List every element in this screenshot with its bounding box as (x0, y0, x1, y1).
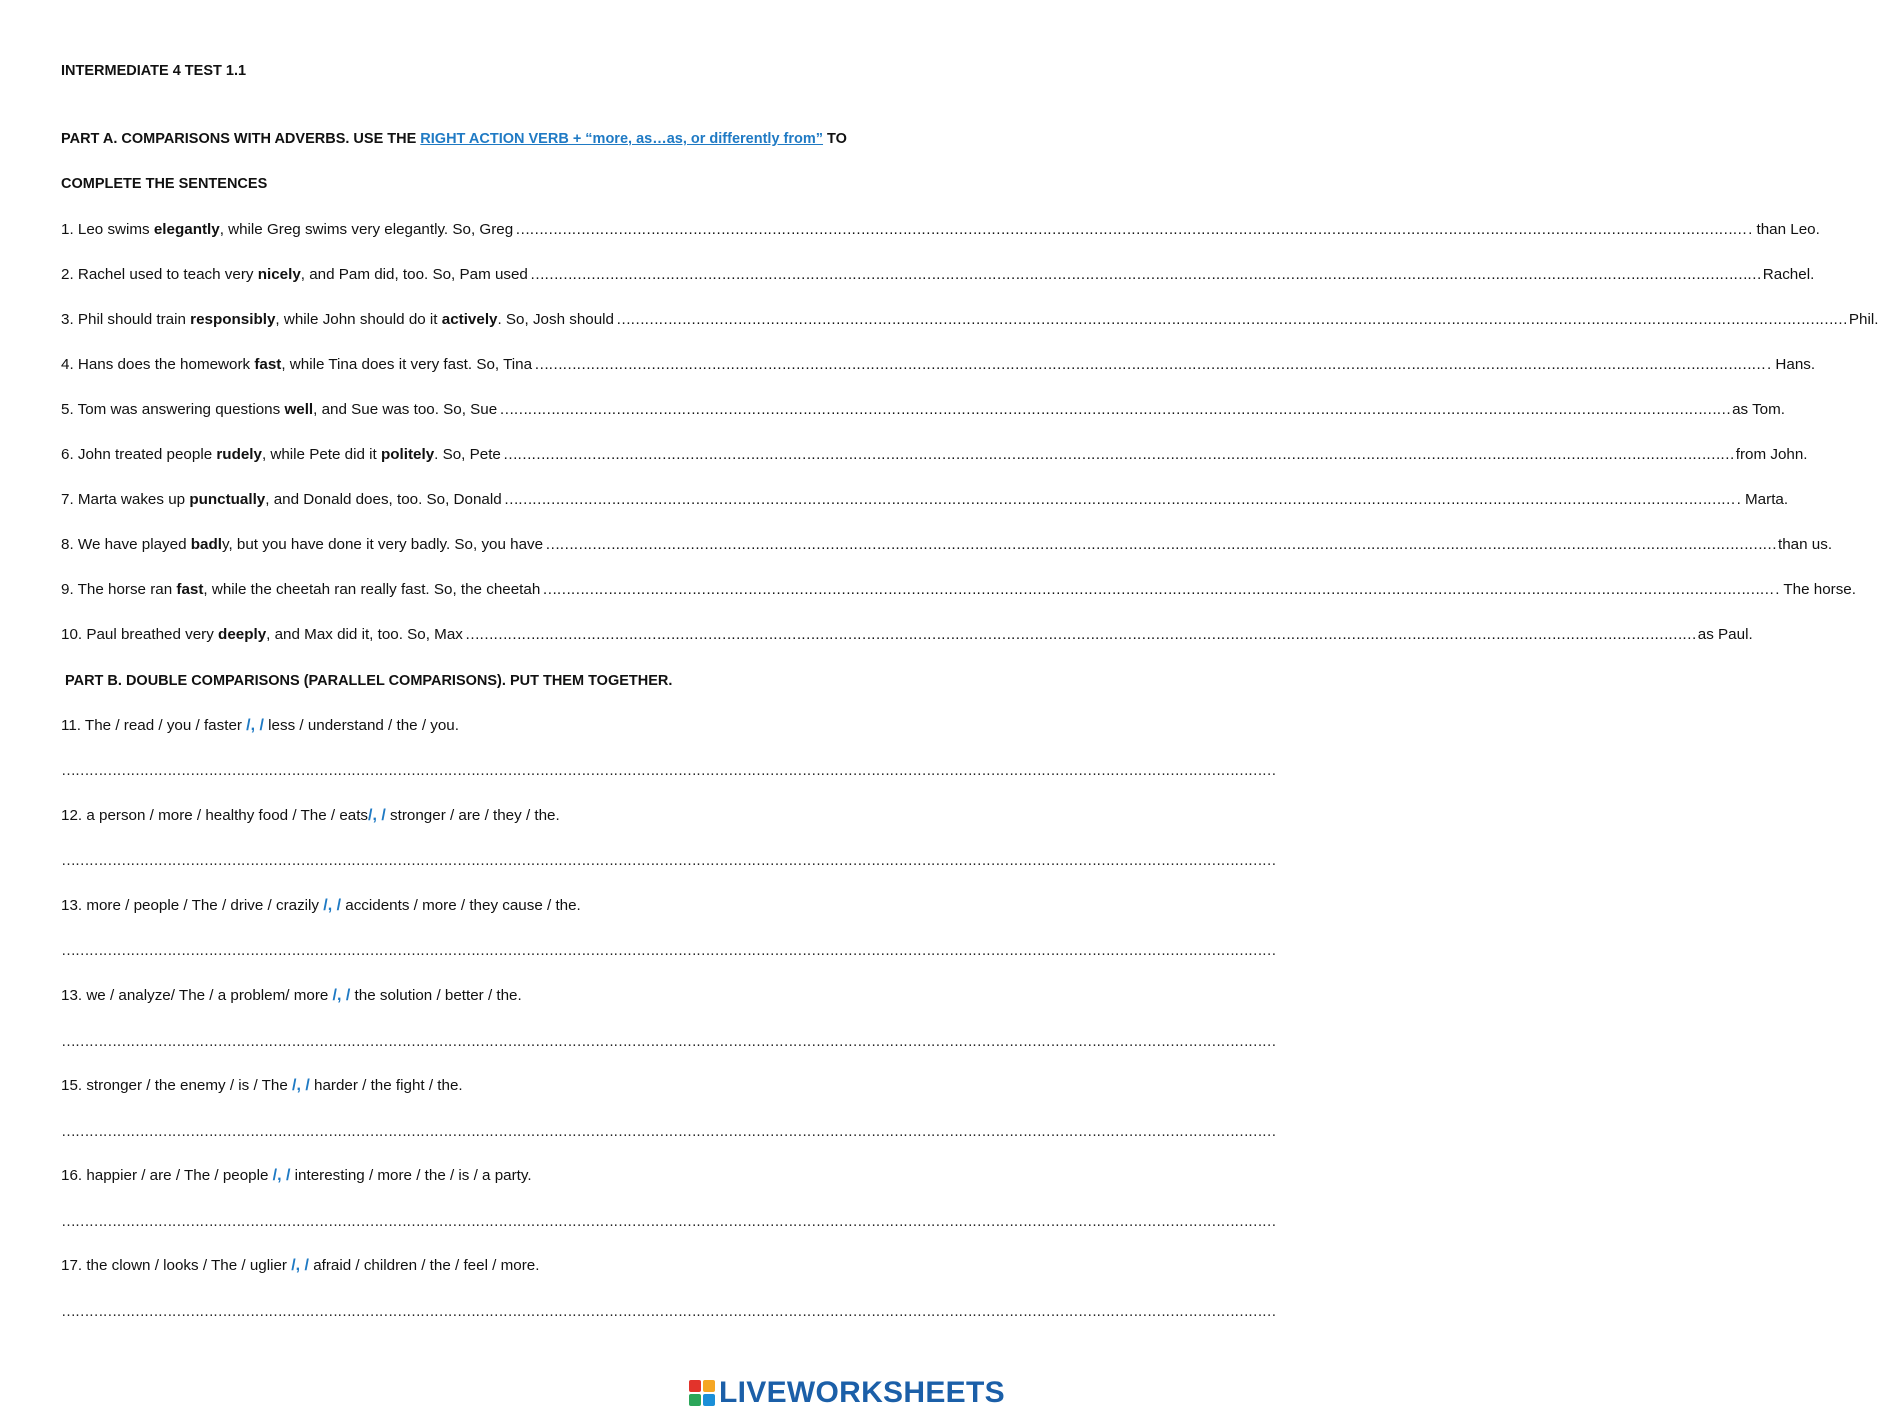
answer-line-12[interactable]: ………………………………………………………………………………………………………………………………………………………………………………………………………………………………………… (61, 852, 1276, 869)
separator: /, / (323, 897, 342, 914)
question-7: 7. Marta wakes up punctually, and Donald does, too. So, Donald ………………………………………………………………………………………………………………………………………………………………………………………………………………………………………… . Marta. (61, 491, 1789, 508)
answer-blank[interactable]: ………………………………………………………………………………………………………………………………………………………………………………………………………………………………………… (499, 401, 1731, 418)
separator: /, / (291, 1257, 309, 1274)
question-11: 11. The / read / you / faster /, / less / understand / the / you. (61, 717, 459, 734)
question-13b: 13. we / analyze/ The / a problem/ more /, / the solution / better / the. (61, 987, 522, 1004)
worksheet-title: INTERMEDIATE 4 TEST 1.1 (61, 63, 247, 79)
answer-line-15[interactable]: ………………………………………………………………………………………………………………………………………………………………………………………………………………………………………… (61, 1123, 1276, 1140)
question-13a: 13. more / people / The / drive / crazily /, / accidents / more / they cause / the. (61, 897, 581, 914)
question-15: 15. stronger / the enemy / is / The /, / harder / the fight / the. (61, 1077, 463, 1094)
question-4: 4. Hans does the homework fast, while Tina does it very fast. So, Tina ………………………………………………………………………………………………………………………………………………………………………………………………………………………………………… . Hans. (61, 356, 1816, 373)
question-17: 17. the clown / looks / The / uglier /, / afraid / children / the / feel / more. (61, 1257, 540, 1274)
part-a-header-prefix: PART A. COMPARISONS WITH ADVERBS. USE THE (61, 131, 421, 147)
question-5: 5. Tom was answering questions well, and Sue was too. So, Sue ………………………………………………………………………………………………………………………………………………………………………………………………………………………………………… as Tom. (61, 401, 1786, 418)
question-1: 1. Leo swims elegantly, while Greg swims very elegantly. So, Greg ………………………………………………………………………………………………………………………………………………………………………………………………………………………………………… . than Leo. (61, 221, 1820, 238)
answer-blank[interactable]: ………………………………………………………………………………………………………………………………………………………………………………………………………………………………………… (464, 626, 1696, 643)
answer-line-17[interactable]: ………………………………………………………………………………………………………………………………………………………………………………………………………………………………………… (61, 1303, 1276, 1320)
question-3: 3. Phil should train responsibly, while John should do it actively. So, Josh should ………………………………………………………………………………………………………………………………………………………………………………………………………………………………………… Phil. (61, 311, 1878, 328)
question-12: 12. a person / more / healthy food / The / eats/, / stronger / are / they / the. (61, 807, 560, 824)
logo-text: LIVEWORKSHEETS (719, 1376, 1005, 1409)
question-8: 8. We have played badly, but you have done it very badly. So, you have ………………………………………………………………………………………………………………………………………………………………………………………………………………………………………… than us. (61, 536, 1833, 553)
answer-line-13b[interactable]: ………………………………………………………………………………………………………………………………………………………………………………………………………………………………………… (61, 1033, 1276, 1050)
part-a-header-suffix: TO (823, 131, 847, 147)
separator: /, / (368, 807, 386, 824)
answer-blank[interactable]: ………………………………………………………………………………………………………………………………………………………………………………………………………………………………………… (515, 221, 1747, 238)
answer-line-11[interactable]: ………………………………………………………………………………………………………………………………………………………………………………………………………………………………………… (61, 762, 1276, 779)
part-a-header (61, 131, 847, 147)
answer-blank[interactable]: ………………………………………………………………………………………………………………………………………………………………………………………………………………………………………… (534, 356, 1765, 373)
separator: /, / (272, 1167, 291, 1184)
separator: /, / (332, 987, 351, 1004)
question-10: 10. Paul breathed very deeply, and Max did it, too. So, Max ………………………………………………………………………………………………………………………………………………………………………………………………………………………………………… as Paul. (61, 626, 1753, 643)
answer-blank[interactable]: ………………………………………………………………………………………………………………………………………………………………………………………………………………………………………… (503, 491, 1735, 508)
answer-blank[interactable]: ………………………………………………………………………………………………………………………………………………………………………………………………………………………………………… (529, 266, 1761, 283)
answer-line-16[interactable]: ………………………………………………………………………………………………………………………………………………………………………………………………………………………………………… (61, 1213, 1276, 1230)
separator: /, / (292, 1077, 310, 1094)
part-b-header: PART B. DOUBLE COMPARISONS (PARALLEL COMPARISONS). PUT THEM TOGETHER. (65, 673, 673, 689)
part-a-header-line2: COMPLETE THE SENTENCES (61, 176, 268, 192)
answer-blank[interactable]: ………………………………………………………………………………………………………………………………………………………………………………………………………………………………………… (545, 536, 1776, 553)
instruction-link[interactable]: RIGHT ACTION VERB + “more, as…as, or differently from” (420, 131, 824, 147)
question-6: 6. John treated people rudely, while Pete did it politely. So, Pete ………………………………………………………………………………………………………………………………………………………………………………………………………………………………………… from John. (61, 446, 1808, 463)
question-16: 16. happier / are / The / people /, / interesting / more / the / is / a party. (61, 1167, 532, 1184)
answer-line-13a[interactable]: ………………………………………………………………………………………………………………………………………………………………………………………………………………………………………… (61, 942, 1276, 959)
answer-blank[interactable]: ………………………………………………………………………………………………………………………………………………………………………………………………………………………………………… (616, 311, 1847, 328)
answer-blank[interactable]: ………………………………………………………………………………………………………………………………………………………………………………………………………………………………………… (542, 581, 1774, 598)
answer-blank[interactable]: ………………………………………………………………………………………………………………………………………………………………………………………………………………………………………… (502, 446, 1734, 463)
question-2: 2. Rachel used to teach very nicely, and Pam did, too. So, Pam used ………………………………………………………………………………………………………………………………………………………………………………………………………………………………………… Rachel. (61, 266, 1815, 283)
logo-icon (689, 1380, 716, 1407)
separator: /, / (246, 717, 264, 734)
question-9: 9. The horse ran fast, while the cheetah ran really fast. So, the cheetah ………………………………………………………………………………………………………………………………………………………………………………………………………………………………………… . The horse. (61, 581, 1856, 598)
liveworksheets-logo (689, 1376, 1005, 1410)
